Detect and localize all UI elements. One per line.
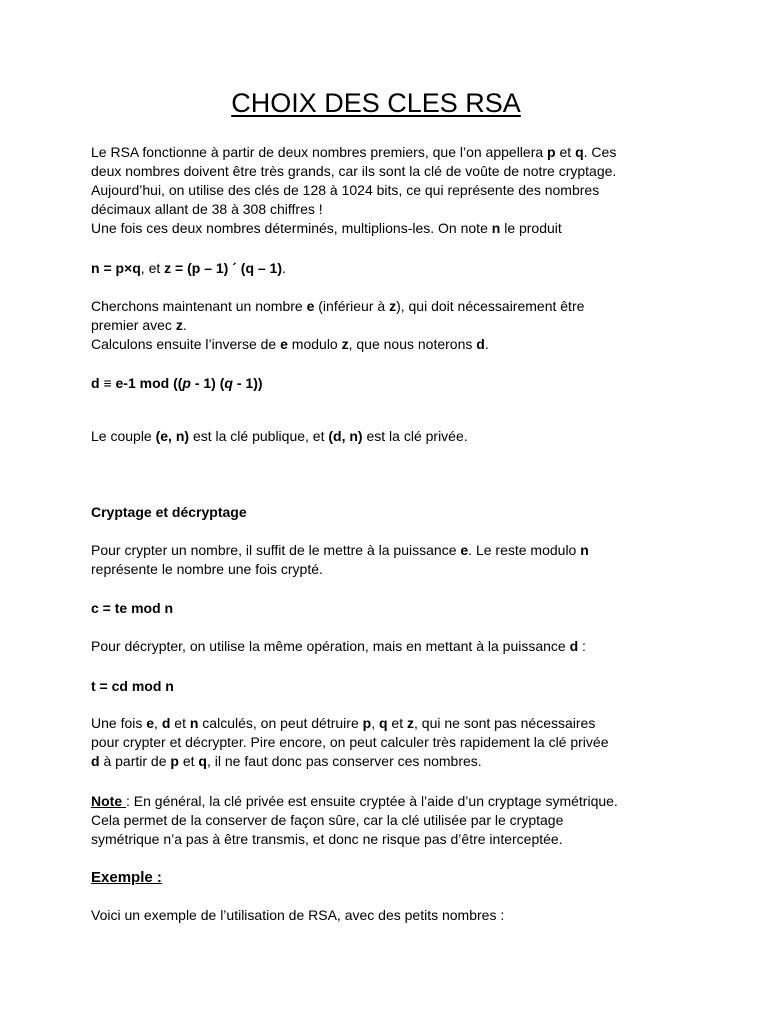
keys-paragraph: Le couple (e, n) est la clé publique, et (d, n) est la clé privée. [91, 428, 468, 444]
example-heading: Exemple : [91, 869, 162, 886]
intro-line-3: Aujourd’hui, on utilise des clés de 128 à 1024 bits, ce qui représente des nombres [91, 182, 600, 198]
section-heading: Cryptage et décryptage [91, 504, 247, 520]
intro-line-5: Une fois ces deux nombres déterminés, multiplions-les. On note n le produit [91, 220, 562, 236]
formula-d: d ≡ e-1 mod ((p - 1) (q - 1)) [91, 375, 263, 391]
document-title: CHOIX DES CLES RSA [231, 88, 521, 118]
intro-line-4: décimaux allant de 38 à 308 chiffres ! [91, 201, 323, 217]
formula-decrypt: t = cd mod n [91, 678, 174, 694]
intro-line-2: deux nombres doivent être très grands, car ils sont la clé de voûte de notre cryptage. [91, 163, 617, 179]
formula-n-z: n = p×q, et z = (p – 1) ´ (q – 1). [91, 260, 286, 276]
example-text: Voici un exemple de l’utilisation de RSA, avec des petits nombres : [91, 907, 505, 923]
intro-line-1: Le RSA fonctionne à partir de deux nombres premiers, que l’on appellera p et q. Ces [91, 144, 617, 160]
destroy-paragraph: Une fois e, d et n calculés, on peut détruire p, q et z, qui ne sont pas nécessaires pour crypter et décrypter. Pire encore, on peut calculer très rapidement la clé privée d à partir de p et q, il ne faut donc pas conserver ces nombres. [91, 715, 609, 769]
decrypt-paragraph: Pour décrypter, on utilise la même opération, mais en mettant à la puissance d : [91, 638, 586, 654]
note-label: Note [91, 793, 126, 809]
choose-e-paragraph: Cherchons maintenant un nombre e (inférieur à z), qui doit nécessairement être premier avec z. Calculons ensuite l’inverse de e modulo z, que nous noterons d. [91, 298, 585, 352]
intro-paragraph [91, 143, 691, 238]
formula-encrypt: c = te mod n [91, 600, 174, 616]
note-paragraph: Note : En général, la clé privée est ensuite cryptée à l’aide d’un cryptage symétrique. Cela permet de la conserver de façon sûre, car la clé utilisée par le cryptage symétrique n’a pas à être transmis, et donc ne risque pas d’être interceptée. [91, 793, 618, 847]
encrypt-paragraph: Pour crypter un nombre, il suffit de le mettre à la puissance e. Le reste modulo n représente le nombre une fois crypté. [91, 542, 589, 577]
